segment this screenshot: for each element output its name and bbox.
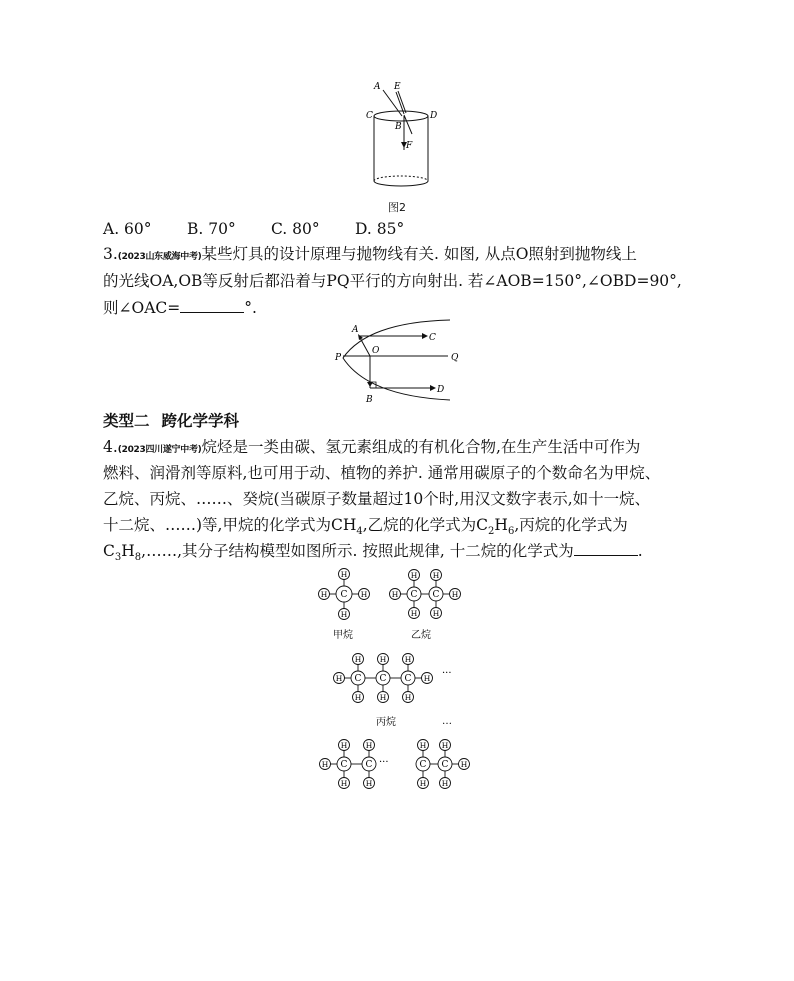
option-c[interactable]: C. 80° [271,220,320,238]
cylinder-figure [360,78,440,200]
hydrogen-atom-letter: H [321,760,329,769]
hydrogen-atom-letter: H [441,741,449,750]
option-d[interactable]: D. 85° [355,220,405,238]
hydrogen-atom-letter: H [340,610,348,619]
parabola-figure [330,316,470,406]
q4-source: (2023四川遂宁中考) [117,445,202,455]
q4-sub: 2 [488,526,495,538]
q4-sub: 3 [114,552,122,564]
label-A: A [374,82,381,92]
q3-source: (2023山东威海中考) [117,252,202,262]
general-alkane-model [320,740,470,789]
label-E: E [394,82,401,92]
ethane-model [390,570,461,619]
hydrogen-atom-letter: H [379,693,387,702]
propane-dots: ··· [442,668,452,679]
hydrogen-atom-letter: H [360,590,368,599]
hydrogen-atom-letter: H [340,741,348,750]
carbon-atom-letter: C [354,674,362,684]
propane-label: 丙烷 [376,717,396,728]
q3-number: 3. [103,245,118,263]
hydrogen-atom-letter: H [451,590,459,599]
q4-text-5b: H [121,542,135,560]
section-title: 类型二 [103,412,150,430]
hydrogen-atom-letter: H [365,779,373,788]
q4-answer-blank[interactable] [574,541,638,556]
q4-text-4d: ,丙烷的化学式为 [514,516,628,534]
q3-line-1 [103,243,637,268]
q2-options [103,218,404,240]
label-O: O [372,346,380,356]
label-A: A [352,325,359,335]
hydrogen-atom-letter: H [391,590,399,599]
q4-text-4a: 十二烷、……)等,甲烷的化学式为CH [103,516,357,534]
figure-caption: 图2 [388,201,406,214]
carbon-atom-letter: C [410,590,418,600]
hydrogen-atom-letter: H [404,693,412,702]
hydrogen-atom-letter: H [354,655,362,664]
hydrogen-atom-letter: H [410,571,418,580]
label-C: C [366,111,373,121]
q4-text-5d: . [637,542,643,560]
hydrogen-atom-letter: H [340,570,348,579]
carbon-atom-letter: C [441,760,449,770]
q4-line-1 [103,436,640,461]
q4-sub: 8 [134,552,142,564]
propane-model [334,654,433,703]
q4-sub: 4 [356,526,363,538]
carbon-atom-letter: C [340,760,348,770]
hydrogen-atom-letter: H [441,779,449,788]
q4-line-2: 燃料、润滑剂等原料,也可用于动、植物的养护. 通常用碳原子的个数命名为甲烷、 [103,464,661,482]
ellipsis-mark: … [442,716,452,727]
section-subtitle: 跨化学学科 [161,412,240,430]
hydrogen-atom-letter: H [335,674,343,683]
carbon-atom-letter: C [340,590,348,600]
alkane-molecule-figure [300,560,500,795]
q4-text-5c: ,……,其分子结构模型如图所示. 按照此规律, 十二烷的化学式为 [141,542,574,560]
hydrogen-atom-letter: H [404,655,412,664]
label-P: P [335,353,342,363]
carbon-atom-letter: C [432,590,440,600]
hydrogen-atom-letter: H [419,779,427,788]
ethane-label: 乙烷 [411,630,431,641]
section-heading [103,409,239,431]
q4-number: 4. [103,438,118,456]
q3-text-3: 则∠OAC= [103,299,181,317]
methane-label: 甲烷 [333,630,353,641]
q4-text-4c: H [494,516,508,534]
q4-line-3: 乙烷、丙烷、……、癸烷(当碳原子数量超过10个时,用汉文数字表示,如十一烷、 [103,490,651,508]
q3-line-3 [103,297,257,319]
hydrogen-atom-letter: H [340,779,348,788]
q3-text-3b: °. [244,299,257,317]
label-D: D [437,385,445,395]
hydrogen-atom-letter: H [432,609,440,618]
hydrogen-atom-letter: H [379,655,387,664]
middle-dots: ··· [379,757,389,768]
q4-text-5a: C [103,542,115,560]
methane-model [319,569,370,620]
q4-sub: 6 [507,526,515,538]
q3-answer-blank[interactable] [180,298,244,313]
hydrogen-atom-letter: H [365,741,373,750]
hydrogen-atom-letter: H [320,590,328,599]
carbon-atom-letter: C [404,674,412,684]
option-b[interactable]: B. 70° [187,220,236,238]
label-B: B [366,395,373,405]
q4-text-4b: ,乙烷的化学式为C [362,516,489,534]
carbon-atom-letter: C [379,674,387,684]
carbon-atom-letter: C [365,760,373,770]
option-a[interactable]: A. 60° [103,220,152,238]
hydrogen-atom-letter: H [419,741,427,750]
label-B: B [395,122,402,132]
q4-line-4 [103,514,628,543]
label-C: C [429,333,436,343]
q3-text-1: 某些灯具的设计原理与抛物线有关. 如图, 从点O照射到抛物线上 [201,245,637,263]
hydrogen-atom-letter: H [410,609,418,618]
hydrogen-atom-letter: H [460,760,468,769]
hydrogen-atom-letter: H [423,674,431,683]
carbon-atom-letter: C [419,760,427,770]
q4-text-1: 烷烃是一类由碳、氢元素组成的有机化合物,在生产生活中可作为 [201,438,641,456]
label-F: F [406,141,413,151]
label-Q: Q [451,353,459,363]
label-D: D [430,111,438,121]
hydrogen-atom-letter: H [354,693,362,702]
hydrogen-atom-letter: H [432,571,440,580]
q3-line-2: 的光线OA,OB等反射后都沿着与PQ平行的方向射出. 若∠AOB=150°,∠OBD=90°, [103,272,682,290]
